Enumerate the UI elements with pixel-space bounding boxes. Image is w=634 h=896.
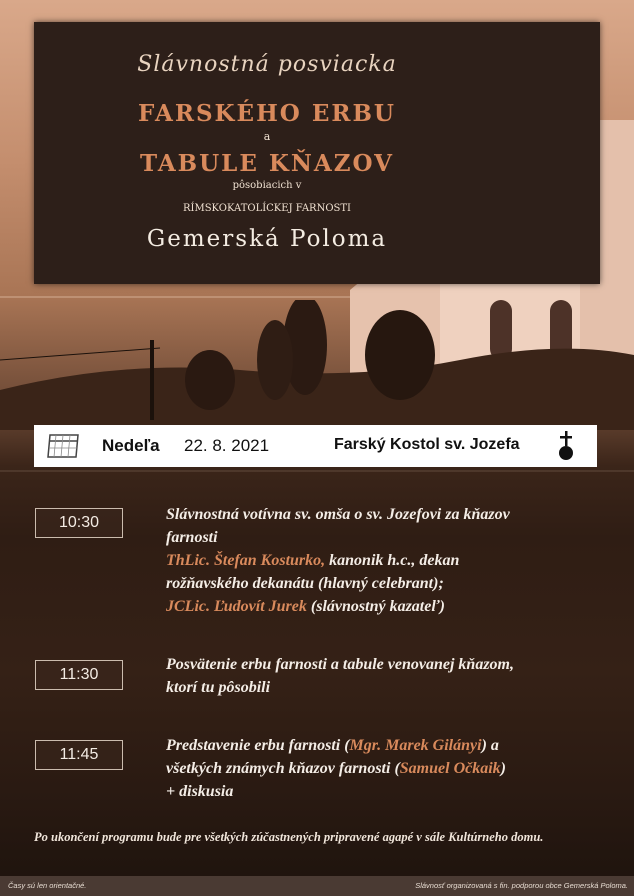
title-rimskokatolickej: RÍMSKOKATOLÍCKEJ FARNOSTI bbox=[182, 203, 352, 214]
person-name: ThLic. Štefan Kosturko, bbox=[166, 552, 326, 569]
title-place: Gemerská Poloma bbox=[146, 226, 388, 252]
program-line: + diskusia bbox=[166, 783, 234, 800]
program-line: Posvätenie erbu farnosti a tabule venovanej kňazom, bbox=[166, 656, 514, 673]
program-item-3 bbox=[166, 734, 596, 803]
person-name: Mgr. Marek Gilányi bbox=[349, 737, 482, 754]
program-item-1 bbox=[166, 503, 596, 618]
title-tabule-knazov: TABULE KŇAZOV bbox=[139, 150, 395, 177]
footer-right: Slávnosť organizovaná s fin. podporou obce Gemerská Poloma. bbox=[415, 881, 628, 890]
program-line bbox=[166, 595, 596, 618]
program-text: (slávnostný kazateľ) bbox=[306, 598, 445, 615]
person-name: Samuel Očkaik bbox=[399, 760, 501, 777]
location-label: Farský Kostol sv. Jozefa bbox=[334, 436, 520, 453]
program-line: Slávnostná votívna sv. omša o sv. Jozefovi za kňazov bbox=[166, 506, 510, 523]
program-text: ) a bbox=[481, 737, 499, 754]
date-bar bbox=[34, 425, 597, 467]
program-line: rožňavského dekanátu (hlavný celebrant); bbox=[166, 575, 444, 592]
program-line: ktorí tu pôsobili bbox=[166, 679, 271, 696]
landscape bbox=[0, 300, 634, 430]
program-text: Predstavenie erbu farnosti ( bbox=[166, 737, 350, 754]
date-value: 22. 8. 2021 bbox=[184, 436, 270, 455]
footer-left: Časy sú len orientačné. bbox=[8, 881, 87, 890]
cross-icon bbox=[556, 430, 576, 462]
program-item-2 bbox=[166, 653, 596, 699]
program-text: ) bbox=[500, 760, 506, 777]
time-badge: 10:30 bbox=[35, 508, 123, 538]
program-line bbox=[166, 757, 596, 780]
program-line: farnosti bbox=[166, 529, 218, 546]
title-conjunction: a bbox=[263, 130, 271, 143]
sky-streak bbox=[0, 470, 634, 472]
time-badge: 11:30 bbox=[35, 660, 123, 690]
date-day: Nedeľa bbox=[102, 436, 160, 455]
script-title: Slávnostná posviacka bbox=[137, 52, 397, 77]
time-badge: 11:45 bbox=[35, 740, 123, 770]
calendar-icon bbox=[46, 433, 80, 459]
program-text: všetkých známych kňazov farnosti ( bbox=[166, 760, 400, 777]
program-line bbox=[166, 549, 596, 572]
person-name: JCLic. Ľudovít Jurek bbox=[166, 598, 307, 615]
title-farskeho-erbu: FARSKÉHO ERBU bbox=[138, 100, 396, 127]
program-line bbox=[166, 734, 596, 757]
program-text: kanonik h.c., dekan bbox=[325, 552, 460, 569]
title-posobiacich: pôsobiacich v bbox=[232, 180, 302, 191]
footer bbox=[0, 876, 634, 896]
closing-note: Po ukončení programu bude pre všetkých zúčastnených pripravené agapé v sále Kultúrneho domu. bbox=[34, 830, 544, 844]
